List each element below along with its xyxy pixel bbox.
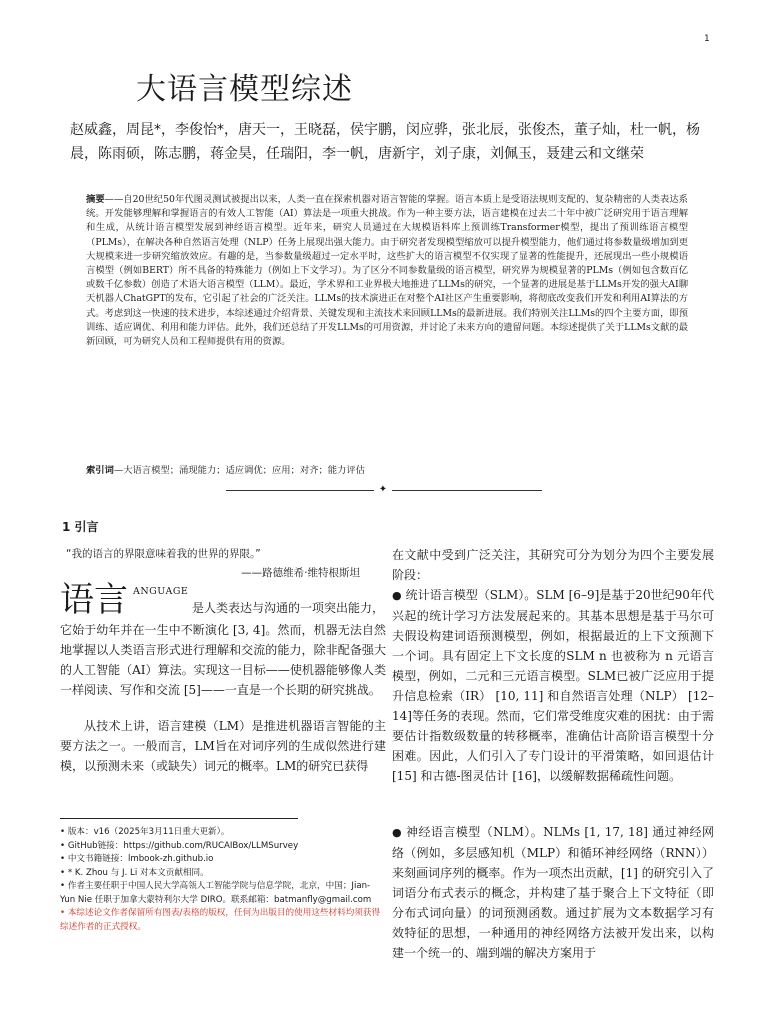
keywords <box>86 462 688 476</box>
abstract-label: 摘要 <box>86 194 105 205</box>
author-list: 赵威鑫，周昆*，李俊怡*，唐天一，王晓磊，侯宇鹏，闵应骅，张北辰，张俊杰，董子灿，杜一帆，杨晨，陈雨硕，陈志鹏，蒋金昊，任瑞阳，李一帆，唐新宇，刘子康，刘佩玉，聂建云和文继荣 <box>70 122 700 162</box>
footnote-rule <box>60 818 298 819</box>
footnote-version: • 版本：v16（2025年3月11日重大更新）。 <box>60 827 230 837</box>
divider-star-icon: ✦ <box>374 483 392 497</box>
epigraph-attribution: ——路德维希·维特根斯坦 <box>241 567 360 579</box>
left-column <box>60 580 386 776</box>
footnote-copyright: • 本综述论文作者保留所有图表/表格的版权，任何为出版目的使用这些材料均须获得综述作者的正式授权。 <box>60 908 381 932</box>
bullet-icon: ● <box>392 589 402 602</box>
abstract-text: ——自20世纪50年代图灵测试被提出以来，人类一直在探索机器对语言智能的掌握。语言本质上是受语法规则支配的、复杂精密的人类表达系统。开发能够理解和掌握语言的有效人工智能（AI）算法是一项重大挑战。作为一种主要方法，语言建模在过去二十年中被广泛研究用于语言理解和生成，从统计语言模型发展到神经语言模型。近年来，研究人员通过在大规模语料库上预训练Transformer模型，提出了预训练语言模型（PLMs），在解决各种自然语言处理（NLP）任务上展现出强大能力。由于研究者发现模型缩放可以提升模型能力，他们通过将参数量级增加到更大规模来进一步研究缩放效应。有趣的是，当参数量级超过一定水平时，这些扩大的语言模型不仅实现了显著的性能提升，还展现出一些小规模语言模型（例如BERT）所不具备的特殊能力（例如上下文学习）。为了区分不同参数量级的语言模型，研究界为规模显著的PLMs（例如包含数百亿或数千亿参数）创造了术语大语言模型（LLM）。最近，学术界和工业界极大地推进了LLMs的研究，一个显著的进展是基于LLMs开发的强大AI聊天机器人ChatGPT的发布，它引起了社会的广泛关注。LLMs的技术演进正在对整个AI社区产生重要影响，将彻底改变我们开发和利用AI算法的方式。考虑到这一快速的技术进步，本综述通过介绍背景、关键发现和主流技术来回顾LLMs的最新进展。我们特别关注LLMs的四个主要方面，即预训练、适应调优、利用和能力评估。此外，我们还总结了开发LLMs的可用资源，并讨论了未来方向的遗留问题。本综述提供了关于LLMs文献的最新回顾，可为研究人员和工程师提供有用的资源。 <box>86 194 688 348</box>
page-number: 1 <box>704 34 710 44</box>
dropcap-row <box>60 580 386 620</box>
dropcap: 语言 <box>60 580 128 620</box>
epigraph <box>66 546 366 580</box>
keywords-text: —大语言模型；涌现能力；适应调优；应用；对齐；能力评估 <box>113 465 365 476</box>
keywords-label: 索引词 <box>86 465 114 476</box>
paper-title: 大语言模型综述 <box>136 72 353 107</box>
section-divider <box>226 484 542 495</box>
footnote-book-link[interactable]: • 中文书籍链接：lmbook-zh.github.io <box>60 854 214 864</box>
slm-item: ● 统计语言模型（SLM）。SLM [6–9]是基于20世纪90年代兴起的统计学习方法发展起来的。其基本思想是基于马尔可夫假设构建词语预测模型，例如，根据最近的上下文预测下一个词。具有固定上下文长度的SLM n 也被称为 n 元语言模型，例如，二元和三元语言模型。SLM已被广泛应用于提升信息检索（IR） [10, 11] 和自然语言处理（NLP） [12–14]等任务的表现。然而，它们常受维度灾难的困扰：由于需要估计指数级数量的转移概率，准确估计高阶语言模型十分困难。因此，人们引入了专门设计的平滑策略，如回退估计 [15] 和古德-图灵估计 [16]，以缓解数据稀疏性问题。 <box>392 588 714 783</box>
intro-paragraph-1: 它始于幼年并在一生中不断演化 [3, 4]。然而，机器无法自然地掌握以人类语言形式进行理解和交流的能力，除非配备强大的人工智能（AI）算法。实现这一目标——使机器能够像人类一样阅读、写作和交流 [5]——一直是一个长期的研究挑战。 <box>60 623 386 697</box>
footnote-equal-contribution: • * K. Zhou 与 J. Li 对本文贡献相同。 <box>60 867 209 878</box>
dropcap-continuation: 是人类表达与沟通的一项突出能力， <box>192 601 385 615</box>
right-intro: 在文献中受到广泛关注，其研究可分为划分为四个主要发展阶段： <box>392 548 714 582</box>
intro-paragraph-2: 从技术上讲，语言建模（LM）是推进机器语言智能的主要方法之一。一般而言，LM旨在对词序列的生成似然进行建模，以预测未来（或缺失）词元的概率。LM的研究已获得 <box>60 719 386 773</box>
section-heading: 1 引言 <box>62 520 99 534</box>
dropcap-smallcaps: ANGUAGE <box>133 586 189 597</box>
footnote-affiliation: • 作者主要任职于中国人民大学高瓴人工智能学院与信息学院，北京，中国；Jian-Yun Nie 任职于加拿大蒙特利尔大学 DIRO。联系邮箱：batmanfly@gmail.com <box>60 881 372 905</box>
nlm-item: ● 神经语言模型（NLM）。NLMs [1, 17, 18] 通过神经网络（例如，多层感知机（MLP）和循环神经网络（RNN））来刻画词序列的概率。作为一项杰出贡献，[1] 的研究引入了词语分布式表示的概念，并构建了基于聚合上下文特征（即分布式词向量）的词预测函数。通过扩展为文本数据学习有效特征的思想，一种通用的神经网络方法被开发出来，以构建一个统一的、端到端的解决方案用于 <box>392 825 714 960</box>
bullet-icon: ● <box>392 826 403 839</box>
right-column <box>392 545 714 963</box>
footnote-github[interactable]: • GitHub链接：https://github.com/RUCAIBox/LLMSurvey <box>60 840 299 851</box>
abstract <box>86 193 688 349</box>
footnotes <box>60 826 382 934</box>
epigraph-quote: “我的语言的界限意味着我的世界的界限。” <box>66 548 261 560</box>
